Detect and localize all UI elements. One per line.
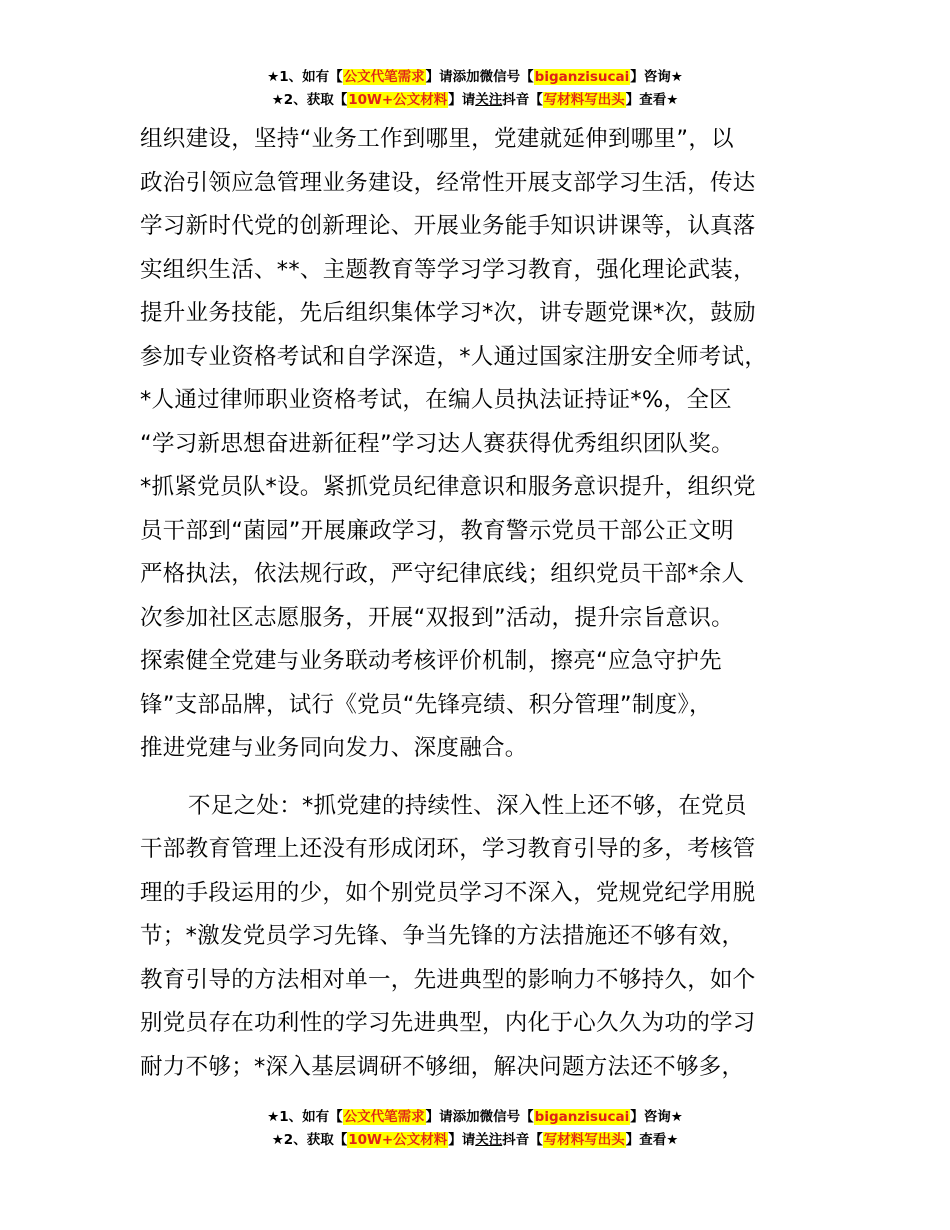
text-line: 员干部到“菌园”开展廉政学习，教育警示党员干部公正文明 [140,517,734,544]
document-body [140,118,840,1089]
banner-text: 抖音【 [502,92,543,108]
star-icon: ★ [670,1109,683,1125]
banner-text: 】请添加微信号【 [425,69,534,85]
banner-text: 抖音【 [502,1132,543,1148]
footer-banner [0,1106,950,1152]
star-icon: ★ [267,69,280,85]
star-icon: ★ [271,1132,284,1148]
banner-text: 2、获取【 [283,1132,348,1148]
star-icon: ★ [666,1132,679,1148]
banner-text: 】查看 [625,1132,667,1148]
text-line: 节；*激发党员学习先锋、争当先锋的方法措施还不够有效， [140,923,745,949]
text-line: 锋”支部品牌，试行《党员“先锋亮绩、积分管理”制度》， [140,691,712,718]
banner-text: 】请 [448,92,476,108]
text-line: 学习新时代党的创新理论、开展业务能手知识讲课等，认真落 [140,213,756,239]
highlight-materials: 10W+公文材料 [348,92,448,108]
highlight-writing-service: 公文代笔需求 [343,1109,425,1125]
star-icon: ★ [670,69,683,85]
banner-line-2 [0,89,950,112]
text-line: 次参加社区志愿服务，开展“双报到”活动，提升宗旨意识。 [140,604,734,631]
text-line: 教育引导的方法相对单一，先进典型的影响力不够持久，如个 [140,966,756,993]
header-banner [0,66,950,112]
text-line: 组织建设，坚持“业务工作到哪里，党建就延伸到哪里”，以 [140,126,734,152]
text-line: 理的手段运用的少，如个别党员学习不深入，党规党纪学用脱 [140,879,756,906]
text-line: 别党员存在功利性的学习先进典型，内化于心久久为功的学习 [140,1010,756,1036]
text-line: *人通过律师职业资格考试，在编人员执法证持证*%，全区 [140,387,732,413]
text-line: “学习新思想奋进新征程”学习达人赛获得优秀组织团队奖。 [140,430,734,457]
highlight-wechat-id: biganzisucai [534,1109,630,1125]
banner-text: 1、如有【 [279,1109,343,1125]
text-line: 严格执法，依法规行政，严守纪律底线；组织党员干部*余人 [140,561,745,587]
text-line: 参加专业资格考试和自学深造，*人通过国家注册安全师考试， [140,343,768,370]
banner-line-1 [0,66,950,89]
underlined-follow: 关注 [475,92,503,108]
banner-text: 】咨询 [630,69,671,85]
banner-text: 2、获取【 [283,92,348,108]
banner-text: 】请添加微信号【 [425,1109,534,1125]
banner-line-1 [0,1106,950,1129]
paragraph-2 [140,785,840,1090]
text-line: 推进党建与业务同向发力、深度融合。 [140,735,528,761]
text-line: 探索健全党建与业务联动考核评价机制，擦亮“应急守护先 [140,648,722,674]
text-line: 干部教育管理上还没有形成闭环，学习教育引导的多，考核管 [140,836,756,862]
highlight-douyin-account: 写材料写出头 [543,1132,625,1148]
highlight-douyin-account: 写材料写出头 [543,92,625,108]
banner-text: 】查看 [625,92,667,108]
underlined-follow: 关注 [475,1132,503,1148]
star-icon: ★ [267,1109,280,1125]
text-line: *抓紧党员队*设。紧抓党员纪律意识和服务意识提升，组织党 [140,474,756,500]
highlight-materials: 10W+公文材料 [348,1132,448,1148]
star-icon: ★ [666,92,679,108]
star-icon: ★ [271,92,284,108]
banner-text: 1、如有【 [279,69,343,85]
highlight-wechat-id: biganzisucai [534,69,630,85]
highlight-writing-service: 公文代笔需求 [343,69,425,85]
banner-text: 】咨询 [630,1109,671,1125]
text-line: 实组织生活、**、主题教育等学习学习教育，强化理论武装， [140,256,756,283]
text-line: 政治引领应急管理业务建设，经常性开展支部学习生活，传达 [140,169,756,196]
text-line: 提升业务技能，先后组织集体学习*次，讲专题党课*次，鼓励 [140,300,756,326]
banner-text: 】请 [448,1132,476,1148]
paragraph-1 [140,118,840,771]
text-line: 不足之处：*抓党建的持续性、深入性上还不够，在党员 [188,792,747,819]
text-line: 耐力不够；*深入基层调研不够细，解决问题方法还不够多， [140,1053,745,1080]
banner-line-2 [0,1129,950,1152]
